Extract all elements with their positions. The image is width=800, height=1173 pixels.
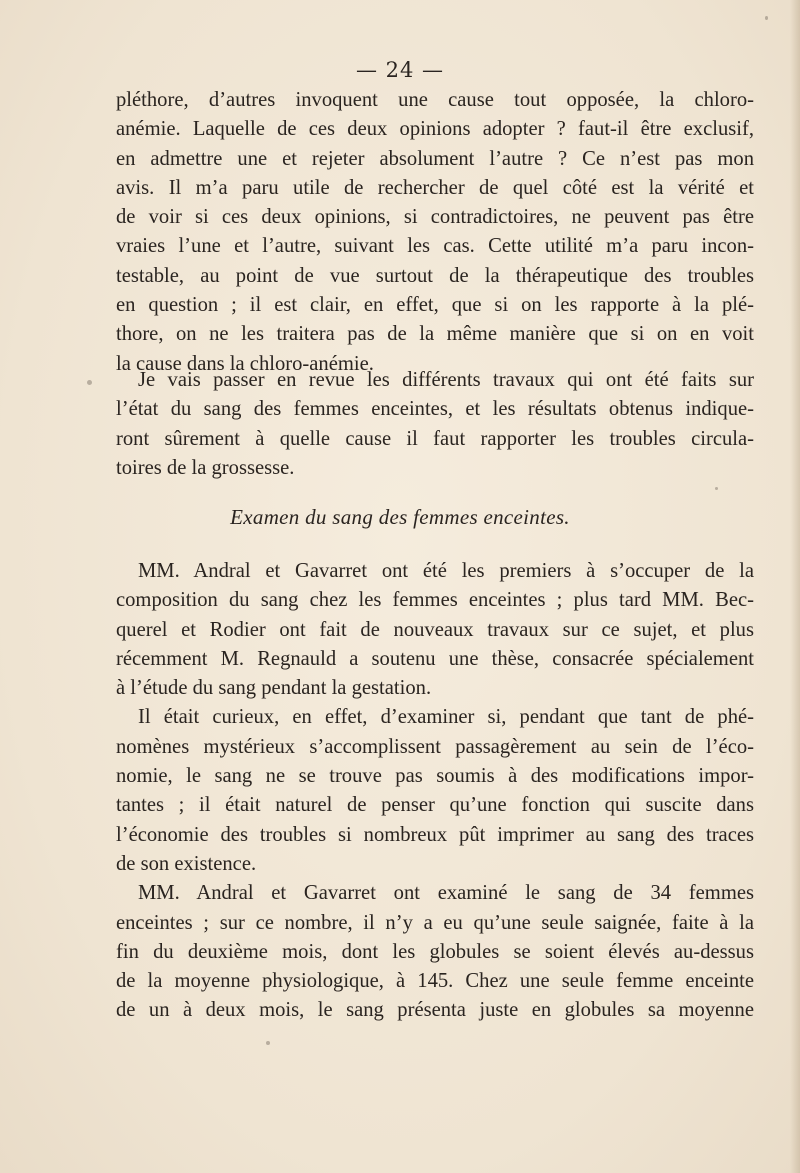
text-line: avis. Il m’a paru utile de rechercher de quel côté est la vérité et [116,176,754,199]
text-line: l’état du sang des femmes enceintes, et les résultats obtenus indique- [116,398,754,421]
text-line: récemment M. Regnauld a soutenu une thèse, consacrée spécialement [116,647,754,670]
text-line: testable, au point de vue surtout de la thérapeutique des troubles [116,264,754,287]
paper-speck [266,1041,270,1045]
paper-speck [87,380,92,385]
paper-speck [765,16,768,20]
text-line: querel et Rodier ont fait de nouveaux travaux sur ce sujet, et plus [116,618,754,641]
text-line: de son existence. [116,852,257,875]
text-line: MM. Andral et Gavarret ont été les premiers à s’occuper de la [138,560,754,582]
body-text [116,557,754,1026]
paragraph-1 [116,86,754,379]
text-line: Il était curieux, en effet, d’examiner si, pendant que tant de phé- [138,706,754,729]
text-line: de voir si ces deux opinions, si contradictoires, ne peuvent pas être [116,206,754,229]
text-line: en admettre une et rejeter absolument l’autre ? Ce n’est pas mon [116,147,754,170]
text-line: à l’étude du sang pendant la gestation. [116,677,432,700]
text-line: MM. Andral et Gavarret ont examiné le sang de 34 femmes [138,882,754,905]
text-line: nomènes mystérieux s’accomplissent passagèrement au sein de l’éco- [116,735,754,758]
text-line: ront sûrement à quelle cause il faut rapporter les troubles circula- [116,427,754,450]
text-line: nomie, le sang ne se trouve pas soumis à des modifications impor- [116,765,754,788]
text-line: composition du sang chez les femmes enceintes ; plus tard MM. Bec- [116,589,754,612]
text-line: toires de la grossesse. [116,456,295,479]
page-edge-shadow [790,0,800,1173]
text-line: thore, on ne les traitera pas de la même manière que si on en voit [116,323,754,346]
text-line: enceintes ; sur ce nombre, il n’y a eu qu’une seule saignée, faite à la [116,911,754,934]
text-line: anémie. Laquelle de ces deux opinions adopter ? faut-il être exclusif, [116,118,754,141]
section-heading: Examen du sang des femmes enceintes. [230,505,570,529]
text-line: Je vais passer en revue les différents travaux qui ont été faits sur [138,369,754,391]
text-line: tantes ; il était naturel de penser qu’une fonction qui suscite dans [116,794,754,817]
paper-speck [715,487,718,490]
paragraph-2 [116,366,754,483]
text-line: de la moyenne physiologique, à 145. Chez une seule femme enceinte [116,970,754,993]
text-line: vraies l’une et l’autre, suivant les cas. Cette utilité m’a paru incon- [116,235,754,258]
text-line: de un à deux mois, le sang présenta juste en globules sa moyenne [116,999,754,1022]
text-line: en question ; il est clair, en effet, que si on les rapporte à la plé- [116,294,754,317]
page-number: — 24 — [355,58,445,82]
text-line: pléthore, d’autres invoquent une cause tout opposée, la chloro- [116,89,754,111]
text-line: la cause dans la chloro-anémie. [116,352,374,375]
text-line: fin du deuxième mois, dont les globules se soient élevés au-dessus [116,940,754,963]
text-line: l’économie des troubles si nombreux pût imprimer au sang des traces [116,823,754,846]
